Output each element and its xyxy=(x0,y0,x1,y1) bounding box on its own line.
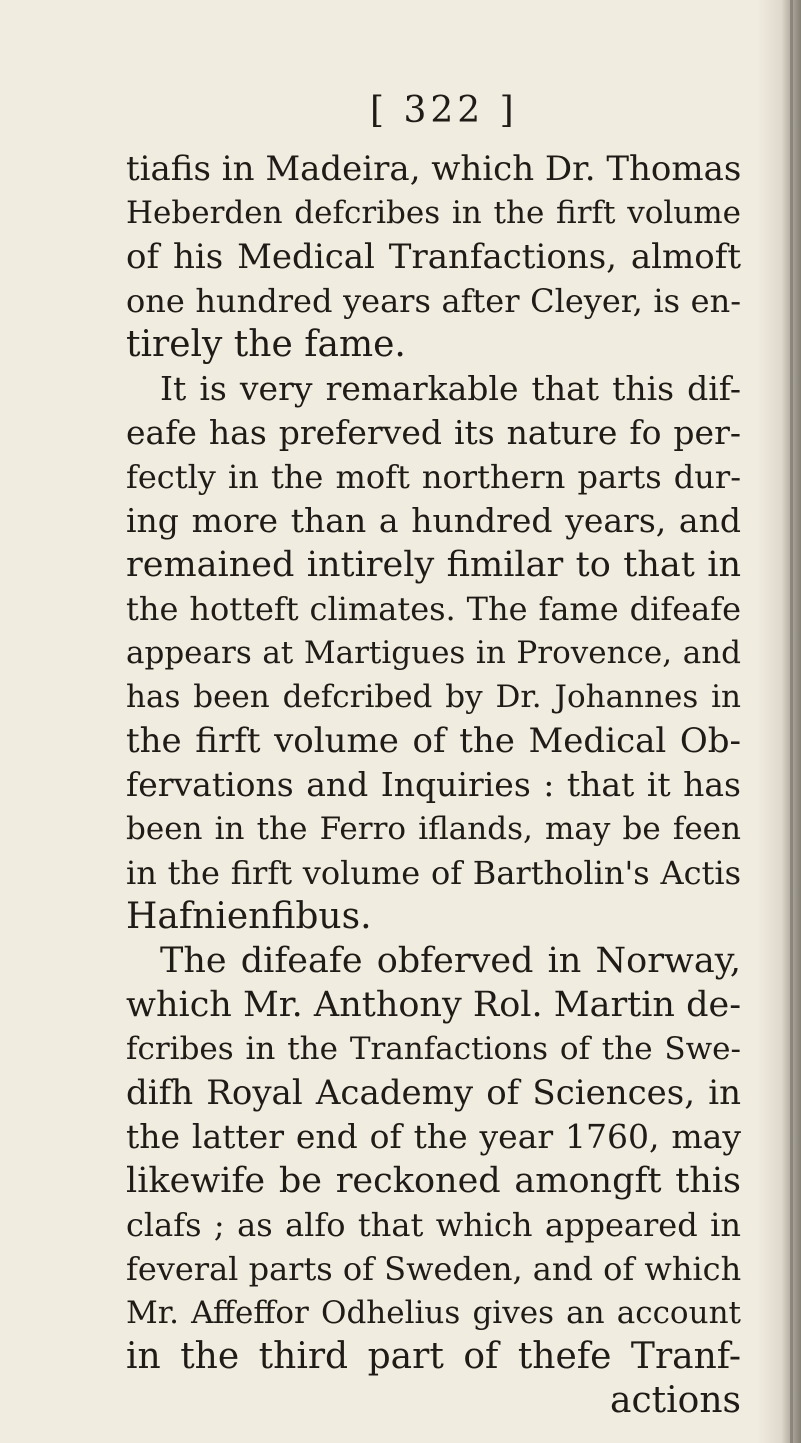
text-line: one hundred years after Cleyer, is en- xyxy=(126,282,741,320)
text-line: appears at Martigues in Provence, and xyxy=(126,635,741,671)
text-line: fcribes in the Tranfactions of the Swe- xyxy=(126,1031,741,1067)
text-line: tiafis in Madeira, which Dr. Thomas xyxy=(126,149,742,189)
text-line: fectly in the moft northern parts dur- xyxy=(126,458,741,496)
text-line: feveral parts of Sweden, and of which xyxy=(126,1250,742,1288)
text-line: the latter end of the year 1760, may xyxy=(126,1117,741,1156)
text-line: likewife be reckoned amongft this xyxy=(126,1161,741,1201)
text-line: tirely the fame. xyxy=(126,324,406,365)
text-line: the firft volume of the Medical Ob- xyxy=(126,721,741,761)
paragraph-start-line: The difeafe obferved in Norway, xyxy=(160,941,741,981)
paragraph-start-line: It is very remarkable that this dif- xyxy=(160,369,741,408)
text-line: Mr. Affeffor Odhelius gives an account xyxy=(126,1295,741,1331)
text-line: in the firft volume of Bartholin's Actis xyxy=(126,854,741,892)
text-line: been in the Ferro iflands, may be feen xyxy=(126,811,741,847)
page-number: [ 322 ] xyxy=(370,90,518,131)
text-line: fervations and Inquiries : that it has xyxy=(126,765,741,804)
text-line: remained intirely fimilar to that in xyxy=(126,545,741,585)
text-line: has been defcribed by Dr. Johannes in xyxy=(126,679,741,715)
text-line: in the third part of thefe Tranf- xyxy=(126,1336,741,1377)
text-line: Hafnienfibus. xyxy=(126,896,372,937)
text-line: eafe has preferved its nature fo per- xyxy=(126,413,741,452)
text-line: ing more than a hundred years, and xyxy=(126,501,741,540)
text-line: difh Royal Academy of Sciences, in xyxy=(126,1073,741,1113)
text-line: of his Medical Tranfactions, almoft xyxy=(126,237,741,277)
text-line: Heberden defcribes in the firft volume xyxy=(126,195,741,231)
body-text xyxy=(0,145,801,1421)
text-line: clafs ; as alfo that which appeared in xyxy=(126,1206,741,1244)
text-line: the hotteft climates. The fame difeafe xyxy=(126,590,741,628)
catchword: actions xyxy=(610,1380,741,1421)
text-line: which Mr. Anthony Rol. Martin de- xyxy=(126,985,742,1025)
